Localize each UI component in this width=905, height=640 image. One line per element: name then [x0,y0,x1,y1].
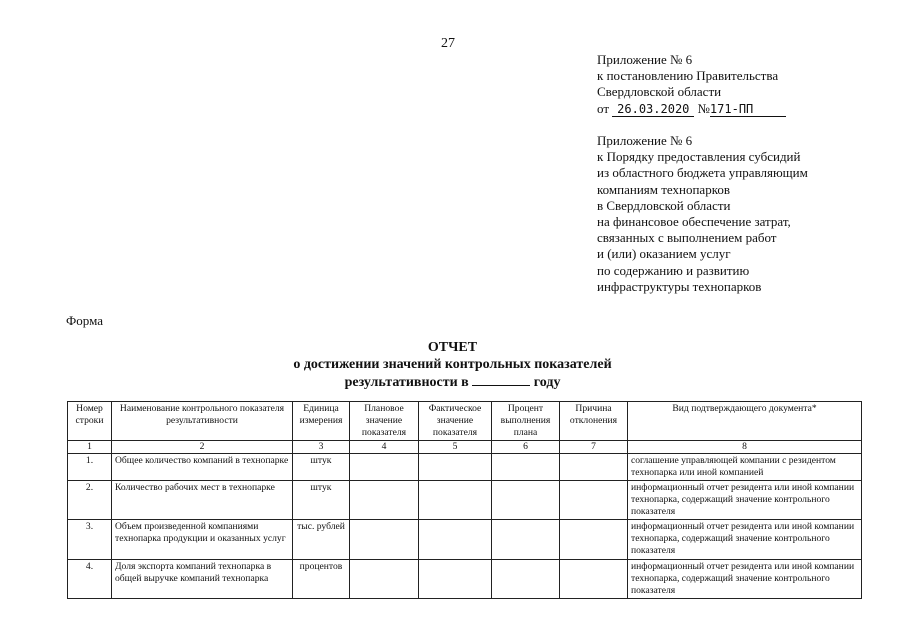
report-title: ОТЧЕТ [427,340,478,355]
appendix-line: в Свердловской области [597,197,731,213]
row-number: 4. [68,560,112,599]
fact-cell [419,454,492,481]
report-table [67,401,862,599]
appendix-line: инфраструктуры технопарков [597,278,762,294]
header-cell: Наименование контрольного показателя результативности [112,402,293,441]
unit-cell: штук [293,481,350,520]
header-cell: Процент выполнения плана [492,402,560,441]
appendix-line: Приложение № 6 [597,133,693,148]
column-number: 4 [350,441,419,454]
unit-cell: штук [293,454,350,481]
header-cell: Фактическое значение показателя [419,402,492,441]
reason-cell [560,560,628,599]
appendix-line: по содержанию и развитию [597,262,750,278]
resolution-number: 171-ПП [710,102,786,117]
column-number: 6 [492,441,560,454]
header-cell: Единица измерения [293,402,350,441]
percent-cell [492,481,560,520]
column-number: 7 [560,441,628,454]
fact-cell [419,481,492,520]
unit-cell: процентов [293,560,350,599]
plan-cell [350,454,419,481]
indicator-name: Общее количество компаний в технопарке [112,454,293,481]
column-number: 1 [68,441,112,454]
indicator-name: Доля экспорта компаний технопарка в общей выручке компаний технопарка [112,560,293,599]
year-prefix: результативности в [344,375,469,390]
row-number: 2. [68,481,112,520]
percent-cell [492,520,560,560]
reason-cell [560,481,628,520]
fact-cell [419,520,492,560]
fact-cell [419,560,492,599]
document-cell: информационный отчет резидента или иной компании технопарка, содержащий значение контрольного показателя [628,481,862,520]
table-row [68,481,862,520]
header-cell: Плановое значение показателя [350,402,419,441]
appendix-line: Свердловской области [597,84,722,100]
year-suffix: году [533,375,561,390]
appendix-block-resolution [597,52,786,117]
table-row [68,520,862,560]
plan-cell [350,481,419,520]
page-number: 27 [441,36,455,51]
indicator-name: Количество рабочих мест в технопарке [112,481,293,520]
resolution-date: 26.03.2020 [612,102,694,117]
appendix-line: Приложение № 6 [597,52,693,67]
column-number: 3 [293,441,350,454]
reason-cell [560,520,628,560]
document-cell: информационный отчет резидента или иной компании технопарка, содержащий значение контрольного показателя [628,520,862,560]
appendix-line: связанных с выполнением работ [597,230,777,246]
number-prefix: № [697,100,710,116]
document-cell: соглашение управляющей компании с резидентом технопарка или иной компанией [628,454,862,481]
row-number: 1. [68,454,112,481]
unit-cell: тыс. рублей [293,520,350,560]
appendix-line: компаниям технопарков [597,181,730,197]
table-row [68,454,862,481]
column-number: 2 [112,441,293,454]
indicator-name: Объем произведенной компаниями технопарка продукции и оказанных услуг [112,520,293,560]
header-cell: Вид подтверждающего документа* [628,402,862,441]
header-cell: Номер строки [68,402,112,441]
document-cell: информационный отчет резидента или иной компании технопарка, содержащий значение контрольного показателя [628,560,862,599]
appendix-block-procedure [597,133,808,295]
column-number-row [68,441,862,454]
header-cell: Причина отклонения [560,402,628,441]
plan-cell [350,520,419,560]
year-blank [472,374,530,386]
appendix-line: из областного бюджета управляющим [597,165,808,181]
appendix-line: к постановлению Правительства [597,68,779,84]
percent-cell [492,560,560,599]
report-subtitle: о достижении значений контрольных показателей [293,357,612,372]
row-number: 3. [68,520,112,560]
report-subtitle-year [0,374,905,391]
reason-cell [560,454,628,481]
appendix-line: к Порядку предоставления субсидий [597,149,801,165]
percent-cell [492,454,560,481]
header-row [68,402,862,441]
appendix-date-line [597,101,786,117]
column-number: 8 [628,441,862,454]
table-row [68,560,862,599]
column-number: 5 [419,441,492,454]
plan-cell [350,560,419,599]
form-label: Форма [66,313,103,328]
date-prefix: от [597,100,610,116]
appendix-line: и (или) оказанием услуг [597,246,731,262]
appendix-line: на финансовое обеспечение затрат, [597,214,791,230]
